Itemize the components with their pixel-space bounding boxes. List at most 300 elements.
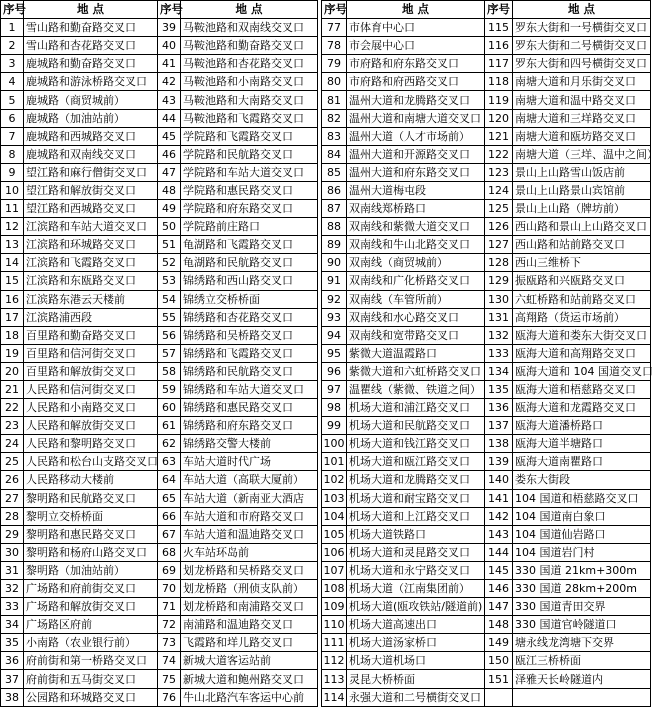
location-cell: 车站大道时代广场 (181, 453, 318, 471)
location-header: 地 点 (513, 1, 651, 19)
location-cell: 机场大道铁路口 (347, 525, 485, 543)
location-cell: 百里路和勤奋路交叉口 (24, 326, 158, 344)
table-row (1, 200, 318, 218)
row-number: 37 (1, 670, 24, 688)
row-number: 107 (322, 561, 347, 579)
location-cell: 南塘大道和月乐街交叉口 (513, 73, 651, 91)
location-cell: 南塘大道（三垟、温中之间） (513, 145, 651, 163)
row-number: 52 (158, 254, 181, 272)
location-cell: 330 国道青田交界 (513, 598, 651, 616)
location-cell: 温州大道和南塘大道交叉口 (347, 109, 485, 127)
location-cell: 百里路和信河街交叉口 (24, 344, 158, 362)
table-row (1, 543, 318, 561)
table-row (1, 580, 318, 598)
location-cell: 江滨路东港云天楼前 (24, 290, 158, 308)
location-cell: 人民路和松台山支路交叉口 (24, 453, 158, 471)
row-number: 90 (322, 254, 347, 272)
location-cell: 温州大道梅屯段 (347, 181, 485, 199)
row-number: 92 (322, 290, 347, 308)
location-cell: 温州大道和府东路交叉口 (347, 163, 485, 181)
row-number: 21 (1, 380, 24, 398)
location-cell: 鹿城路（加油站前） (24, 109, 158, 127)
row-number: 50 (158, 218, 181, 236)
location-cell: 景山上山路（牌坊前） (513, 200, 651, 218)
location-cell: 江滨路和东瓯路交叉口 (24, 272, 158, 290)
table-row (322, 344, 651, 362)
table-row (1, 218, 318, 236)
table-row (322, 489, 651, 507)
location-cell: 南塘大道和瓯坊路交叉口 (513, 127, 651, 145)
row-number: 105 (322, 525, 347, 543)
row-number: 55 (158, 308, 181, 326)
row-number: 97 (322, 380, 347, 398)
location-cell: 南塘大道和温中路交叉口 (513, 91, 651, 109)
location-cell: 望江路和麻行僧街交叉口 (24, 163, 158, 181)
row-number: 9 (1, 163, 24, 181)
location-cell: 景山上山路景山宾馆前 (513, 181, 651, 199)
row-number: 85 (322, 163, 347, 181)
location-cell: 机场大道汤家桥口 (347, 634, 485, 652)
row-number: 136 (485, 399, 513, 417)
location-cell: 六虹桥路和站前路交叉口 (513, 290, 651, 308)
row-number: 86 (322, 181, 347, 199)
location-cell: 人民路和信河街交叉口 (24, 380, 158, 398)
row-number: 133 (485, 344, 513, 362)
location-cell: 望江路和解放街交叉口 (24, 181, 158, 199)
location-cell: 马鞍池路和大南路交叉口 (181, 91, 318, 109)
row-number: 116 (485, 37, 513, 55)
row-number: 73 (158, 634, 181, 652)
location-cell: 锦绣路和杏花路交叉口 (181, 308, 318, 326)
location-cell: 瓯海大道潘桥路口 (513, 417, 651, 435)
table-row (1, 181, 318, 199)
location-cell: 双南线（商贸城前） (347, 254, 485, 272)
table-row (1, 91, 318, 109)
location-cell: 鹿城路和游泳桥路交叉口 (24, 73, 158, 91)
table-row (1, 688, 318, 706)
location-cell: 330 国道官岭隧道口 (513, 616, 651, 634)
location-cell: 锦绣路和民航路交叉口 (181, 362, 318, 380)
location-cell: 双南线郑桥路口 (347, 200, 485, 218)
row-number: 41 (158, 55, 181, 73)
location-cell: 车站大道（新南亚大酒店 (181, 489, 318, 507)
location-cell: 瓯海大道和梧慈路交叉口 (513, 380, 651, 398)
row-number: 91 (322, 272, 347, 290)
location-cell: 黎明路和杨府山路交叉口 (24, 543, 158, 561)
table-row (1, 254, 318, 272)
row-number: 142 (485, 507, 513, 525)
location-cell: 广场路和解放街交叉口 (24, 598, 158, 616)
location-cell: 104 国道仙岩路口 (513, 525, 651, 543)
row-number: 69 (158, 561, 181, 579)
location-cell: 鹿城路和勤奋路交叉口 (24, 55, 158, 73)
row-number: 47 (158, 163, 181, 181)
table-row (1, 598, 318, 616)
row-number: 145 (485, 561, 513, 579)
row-number: 108 (322, 580, 347, 598)
row-number: 129 (485, 272, 513, 290)
location-cell: 双南线和宽带路交叉口 (347, 326, 485, 344)
location-cell: 马鞍池路和飞霞路交叉口 (181, 109, 318, 127)
location-header: 地 点 (181, 1, 318, 19)
row-number: 40 (158, 37, 181, 55)
location-cell: 西山路和景山上山路交叉口 (513, 218, 651, 236)
row-number: 143 (485, 525, 513, 543)
table-row (1, 145, 318, 163)
row-number: 123 (485, 163, 513, 181)
table-row (322, 37, 651, 55)
location-cell: 锦绣路和车站大道交叉口 (181, 380, 318, 398)
location-cell: 车站大道（高联大厦前） (181, 471, 318, 489)
row-number: 65 (158, 489, 181, 507)
row-number: 140 (485, 471, 513, 489)
row-number: 95 (322, 344, 347, 362)
location-cell: 市府路和府西路交叉口 (347, 73, 485, 91)
row-number: 121 (485, 127, 513, 145)
table-row (322, 399, 651, 417)
row-number: 141 (485, 489, 513, 507)
location-cell: 人民路移动大楼前 (24, 471, 158, 489)
location-cell: 百里路和解放街交叉口 (24, 362, 158, 380)
location-cell: 广场路和府前街交叉口 (24, 580, 158, 598)
table-row (322, 218, 651, 236)
location-cell: 牛山北路汽车客运中心前 (181, 688, 318, 706)
location-cell: 新城大道和鲍州路交叉口 (181, 670, 318, 688)
table-row (322, 308, 651, 326)
table-row (1, 109, 318, 127)
row-number: 96 (322, 362, 347, 380)
row-number: 2 (1, 37, 24, 55)
location-cell: 罗东大街和二号横街交叉口 (513, 37, 651, 55)
location-cell: 人民路和解放街交叉口 (24, 417, 158, 435)
row-number: 42 (158, 73, 181, 91)
row-number: 115 (485, 19, 513, 37)
row-number: 27 (1, 489, 24, 507)
location-cell: 机场大道和龙腾路交叉口 (347, 471, 485, 489)
location-cell: 车站大道和温迪路交叉口 (181, 525, 318, 543)
row-number: 76 (158, 688, 181, 706)
row-number: 60 (158, 399, 181, 417)
row-number: 78 (322, 37, 347, 55)
location-cell: 机场大道机场口 (347, 652, 485, 670)
table-row (322, 580, 651, 598)
location-cell: 车站大道和市府路交叉口 (181, 507, 318, 525)
left-location-table (0, 0, 318, 707)
row-number: 30 (1, 543, 24, 561)
row-number: 83 (322, 127, 347, 145)
table-row (1, 670, 318, 688)
location-cell: 龟湖路和飞霞路交叉口 (181, 236, 318, 254)
location-cell: 学院路和惠民路交叉口 (181, 181, 318, 199)
row-number: 100 (322, 435, 347, 453)
location-cell: 瓯海大道南瞿路口 (513, 453, 651, 471)
location-cell: 机场大道和耐宝路交叉口 (347, 489, 485, 507)
table-row (1, 525, 318, 543)
location-cell: 马鞍池路和杏花路交叉口 (181, 55, 318, 73)
location-cell: 江滨路和飞霞路交叉口 (24, 254, 158, 272)
location-cell: 市体育中心口 (347, 19, 485, 37)
table-row (1, 399, 318, 417)
row-number: 94 (322, 326, 347, 344)
location-cell: 机场大道和浦江路交叉口 (347, 399, 485, 417)
table-row (322, 181, 651, 199)
location-cell: 塘永线龙湾塘下交界 (513, 634, 651, 652)
location-cell: 机场大道和瓯江路交叉口 (347, 453, 485, 471)
row-number: 17 (1, 308, 24, 326)
table-row (1, 326, 318, 344)
row-number: 122 (485, 145, 513, 163)
row-number: 5 (1, 91, 24, 109)
table-row (322, 525, 651, 543)
location-cell: 黎明立交桥桥面 (24, 507, 158, 525)
seq-header: 序号 (1, 1, 24, 19)
row-number: 1 (1, 19, 24, 37)
row-number: 38 (1, 688, 24, 706)
row-number: 71 (158, 598, 181, 616)
table-row (1, 163, 318, 181)
table-row (1, 652, 318, 670)
row-number: 146 (485, 580, 513, 598)
row-number: 144 (485, 543, 513, 561)
row-number: 67 (158, 525, 181, 543)
row-number: 32 (1, 580, 24, 598)
row-number: 8 (1, 145, 24, 163)
table-row (1, 344, 318, 362)
location-cell: 灵昆大桥桥面 (347, 670, 485, 688)
table-row (322, 290, 651, 308)
table-row (322, 453, 651, 471)
location-cell: 西山路和站前路交叉口 (513, 236, 651, 254)
row-number: 36 (1, 652, 24, 670)
row-number: 54 (158, 290, 181, 308)
row-number: 23 (1, 417, 24, 435)
row-number: 120 (485, 109, 513, 127)
row-number: 43 (158, 91, 181, 109)
location-cell: 锦绣立交桥桥面 (181, 290, 318, 308)
location-cell: 划龙桥路（刑侦支队前） (181, 580, 318, 598)
row-number: 81 (322, 91, 347, 109)
row-number: 117 (485, 55, 513, 73)
row-number: 53 (158, 272, 181, 290)
location-cell: 学院路和民航路交叉口 (181, 145, 318, 163)
location-cell: 府前街和五马街交叉口 (24, 670, 158, 688)
table-row (322, 127, 651, 145)
table-row (1, 453, 318, 471)
row-number: 79 (322, 55, 347, 73)
row-number: 33 (1, 598, 24, 616)
table-row (1, 471, 318, 489)
location-header: 地 点 (347, 1, 485, 19)
row-number: 16 (1, 290, 24, 308)
location-header: 地 点 (24, 1, 158, 19)
location-cell: 黎明路和民航路交叉口 (24, 489, 158, 507)
table-row (322, 163, 651, 181)
location-cell: 锦绣路和惠民路交叉口 (181, 399, 318, 417)
table-row (322, 200, 651, 218)
row-number: 147 (485, 598, 513, 616)
table-row (1, 380, 318, 398)
row-number: 13 (1, 236, 24, 254)
seq-header: 序号 (322, 1, 347, 19)
location-cell: 鹿城路和双南线交叉口 (24, 145, 158, 163)
location-cell: 罗东大街和四号横街交叉口 (513, 55, 651, 73)
row-number: 126 (485, 218, 513, 236)
table-row (1, 362, 318, 380)
table-row (322, 616, 651, 634)
location-cell: 机场大道（江南集团前） (347, 580, 485, 598)
table-row (322, 670, 651, 688)
row-number: 149 (485, 634, 513, 652)
row-number: 151 (485, 670, 513, 688)
table-row (322, 652, 651, 670)
row-number: 102 (322, 471, 347, 489)
location-cell: 双南线和广化桥路交叉口 (347, 272, 485, 290)
row-number: 127 (485, 236, 513, 254)
location-cell: 划龙桥路和南浦路交叉口 (181, 598, 318, 616)
row-number: 64 (158, 471, 181, 489)
row-number: 58 (158, 362, 181, 380)
location-cell: 机场大道高速出口 (347, 616, 485, 634)
table-row (322, 55, 651, 73)
row-number: 87 (322, 200, 347, 218)
table-row (1, 290, 318, 308)
table-row (322, 688, 651, 706)
row-number: 48 (158, 181, 181, 199)
row-number: 138 (485, 435, 513, 453)
location-cell: 娄东大街段 (513, 471, 651, 489)
location-cell: 学院路和车站大道交叉口 (181, 163, 318, 181)
row-number (485, 688, 513, 706)
table-row (322, 91, 651, 109)
location-cell: 双南线（车管所前） (347, 290, 485, 308)
row-number: 109 (322, 598, 347, 616)
row-number: 63 (158, 453, 181, 471)
table-row (322, 254, 651, 272)
row-number: 20 (1, 362, 24, 380)
table-row (322, 145, 651, 163)
row-number: 44 (158, 109, 181, 127)
row-number: 114 (322, 688, 347, 706)
table-row (1, 236, 318, 254)
location-cell: 公园路和环城路交叉口 (24, 688, 158, 706)
row-number: 98 (322, 399, 347, 417)
location-cell: 黎明路和惠民路交叉口 (24, 525, 158, 543)
row-number: 24 (1, 435, 24, 453)
location-cell: 江滨路和环城路交叉口 (24, 236, 158, 254)
location-cell: 马鞍池路和双南线交叉口 (181, 19, 318, 37)
row-number: 93 (322, 308, 347, 326)
location-cell: 雪山路和勤奋路交叉口 (24, 19, 158, 37)
row-number: 111 (322, 634, 347, 652)
right-location-table (321, 0, 658, 707)
location-cell: 锦绣路和府东路交叉口 (181, 417, 318, 435)
row-number: 6 (1, 109, 24, 127)
row-number: 68 (158, 543, 181, 561)
table-row (322, 362, 651, 380)
location-cell: 广场路区府前 (24, 616, 158, 634)
row-number: 28 (1, 507, 24, 525)
location-cell: 机场大道和钱江路交叉口 (347, 435, 485, 453)
location-cell: 温州大道和开源路交叉口 (347, 145, 485, 163)
location-cell: 机场大道和永宁路交叉口 (347, 561, 485, 579)
location-cell: 望江路和西城路交叉口 (24, 200, 158, 218)
row-number: 74 (158, 652, 181, 670)
row-number: 3 (1, 55, 24, 73)
location-cell: 江滨路和车站大道交叉口 (24, 218, 158, 236)
row-number: 112 (322, 652, 347, 670)
row-number: 35 (1, 634, 24, 652)
seq-header: 序号 (485, 1, 513, 19)
row-number: 130 (485, 290, 513, 308)
table-row (322, 19, 651, 37)
row-number: 14 (1, 254, 24, 272)
table-row (322, 417, 651, 435)
row-number: 7 (1, 127, 24, 145)
location-cell: 振瓯路和兴瓯路交叉口 (513, 272, 651, 290)
row-number: 49 (158, 200, 181, 218)
location-cell: 泽雅天长岭隧道内 (513, 670, 651, 688)
row-number: 135 (485, 380, 513, 398)
row-number: 57 (158, 344, 181, 362)
location-cell (513, 688, 651, 706)
table-row (322, 435, 651, 453)
location-cell: 飞霞路和垟儿路交叉口 (181, 634, 318, 652)
row-number: 118 (485, 73, 513, 91)
location-cell: 锦绣路和西山路交叉口 (181, 272, 318, 290)
location-cell: 新城大道客运站前 (181, 652, 318, 670)
row-number: 124 (485, 181, 513, 199)
row-number: 10 (1, 181, 24, 199)
row-number: 128 (485, 254, 513, 272)
row-number: 61 (158, 417, 181, 435)
location-cell: 景山上山路雪山饭店前 (513, 163, 651, 181)
location-cell: 雪山路和杏花路交叉口 (24, 37, 158, 55)
left-header-row (1, 1, 318, 19)
location-cell: 双南线和水心路交叉口 (347, 308, 485, 326)
location-cell: 瓯海大道和娄东大街交叉口 (513, 326, 651, 344)
location-cell: 温州大道和龙腾路交叉口 (347, 91, 485, 109)
table-row (322, 543, 651, 561)
row-number: 70 (158, 580, 181, 598)
location-cell: 永强大道和二号横街交叉口 (347, 688, 485, 706)
row-number: 29 (1, 525, 24, 543)
table-row (322, 272, 651, 290)
location-cell: 人民路和黎明路交叉口 (24, 435, 158, 453)
table-row (322, 73, 651, 91)
row-number: 150 (485, 652, 513, 670)
location-cell: 104 国道和梧慈路交叉口 (513, 489, 651, 507)
location-cell: 机场大道和灵昆路交叉口 (347, 543, 485, 561)
row-number: 26 (1, 471, 24, 489)
location-cell: 机场大道和上江路交叉口 (347, 507, 485, 525)
table-row (1, 127, 318, 145)
location-cell: 330 国道 21km+300m (513, 561, 651, 579)
row-number: 45 (158, 127, 181, 145)
location-cell: 南浦路和温迪路交叉口 (181, 616, 318, 634)
row-number: 132 (485, 326, 513, 344)
table-row (322, 561, 651, 579)
location-cell: 鹿城路（商贸城前） (24, 91, 158, 109)
location-cell: 市府路和府东路交叉口 (347, 55, 485, 73)
row-number: 139 (485, 453, 513, 471)
location-cell: 学院路和府东路交叉口 (181, 200, 318, 218)
row-number: 75 (158, 670, 181, 688)
table-row (1, 73, 318, 91)
row-number: 56 (158, 326, 181, 344)
row-number: 12 (1, 218, 24, 236)
location-cell: 鹿城路和西城路交叉口 (24, 127, 158, 145)
location-cell: 划龙桥路和吴桥路交叉口 (181, 561, 318, 579)
